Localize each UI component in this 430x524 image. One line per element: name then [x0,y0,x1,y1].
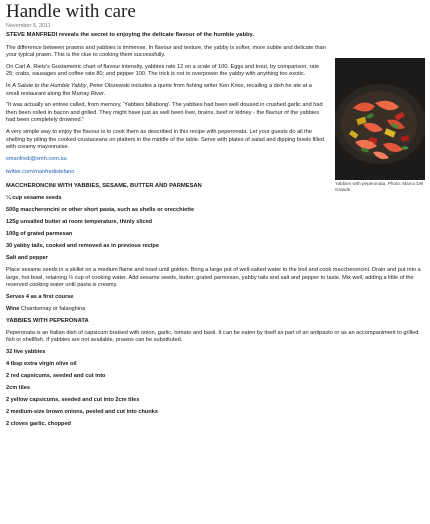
book-prefix: In [6,82,13,89]
recipe2-title: YABBIES WITH PEPERONATA [6,317,89,324]
wine-line [6,306,424,312]
ingredient-item: 500g maccheroncini or other short pasta, such as shells or orecchiette [6,206,195,213]
ingredient-item: 30 yabby tails, cooked and removed as in previous recipe [6,242,159,249]
serves-line: Serves 4 as a first course [6,293,74,300]
ingredient-item: 32 live yabbies [6,348,46,355]
book-paragraph [6,83,326,98]
twitter-link[interactable]: twitter.com/manfredistefano [6,169,75,176]
article-date: November 5, 2011 [6,23,51,29]
quote-paragraph: "It was actually an entree called, from memory, 'Yabbies billabong'. The yabbies had been well doused in crushed garlic and had then been rolled in bacon and grilled. They might have just as well been liver, brains, beef or kidney - the flavour of the yabbies had been completely drowned." [6,102,323,124]
method-intro-paragraph: A very simple way to enjoy the flavour is to cook them as described in this recipe with peperonata. Let your guests do all the shelling by piling the cooked crustaceans on platters in the middle of the table. Serve with plates of salad and dipping bowls filled with creamy mayonnaise. [6,128,325,151]
recipe1-method: Place sesame seeds in a skillet on a medium flame and toast until golden. Bring a large pot of well-salted water to the boil and cook maccheroncini. Drain and put into a large, hot bowl, retaining ½ cup of cooking water. Add sesame seeds, butter, grated parmesan, yabby tails and salt and pepper to taste. Mix well, adding a little of the reserved cooking water until pasta is creamy. [6,266,421,289]
ingredient-item: 2cm tiles [6,384,30,391]
photo-caption: Yabbies with peperonata. Photo: Marco Del Grande [335,181,424,192]
intro-column [6,45,326,152]
intro-paragraph: The difference between prawns and yabbies is immense. In flavour and texture, the yabby is softer, more subtle and delicate than your typical prawn. This is the clue to cooking them successfully. [6,44,326,59]
ingredient-item: ¼ cup sesame seeds [6,194,62,201]
recipe2-intro: Peperonata is an Italian dish of capsicum braised with onion, garlic, tomato and basil. It can be eaten by itself as part of an antipasto or as an accompaniment to grilled fish or shellfish. If yabbies are not available, prawns can be substituted. [6,329,419,344]
email-link[interactable]: smanfredi@smh.com.au [6,155,67,162]
book-title: A Salute to the Humble Yabby [12,82,87,89]
ingredient-item: 2 red capsicums, seeded and cut into [6,372,106,379]
book-suffix: , Peter Olszewski includes a quote from fishing writer Ken Knox, recalling a dish he ate at a small restaurant along the Murray River. [6,82,312,97]
intro-paragraph: On Carl A. Rietz's Gustametric chart of flavour intensity, yabbies rate 12 on a scale of 100. Eggs and trout, by comparison, rate 25; crabs, sausages and coffee rate 80; and pepper 100. The trick is not to overpower the yabby with anything too exotic. [6,63,320,78]
ingredient-item: 100g of grated parmesan [6,230,73,237]
ingredient-item: 2 yellow capsicums, seeded and cut into 2cm tiles [6,396,140,403]
ingredient-item: Salt and pepper [6,254,48,261]
ingredient-item: 2 medium-size brown onions, peeled and cut into chunks [6,408,158,415]
byline: STEVE MANFREDI reveals the secret to enjoying the delicate flavour of the humble yabby. [6,32,254,38]
yabbies-photo [335,58,425,180]
wine-label: Wine [6,305,20,312]
article-title: Handle with care [6,1,136,22]
ingredient-item: 2 cloves garlic, chopped [6,420,71,427]
ingredient-item: 125g unsalted butter at room temperature, thinly sliced [6,218,153,225]
ingredient-item: 4 tbsp extra virgin olive oil [6,360,77,367]
article-figure [335,58,425,193]
recipe1-title: MACCHERONCINI WITH YABBIES, SESAME, BUTTER AND PARMESAN [6,182,202,189]
wine-text: Chardonnay or falanghina [19,305,86,312]
